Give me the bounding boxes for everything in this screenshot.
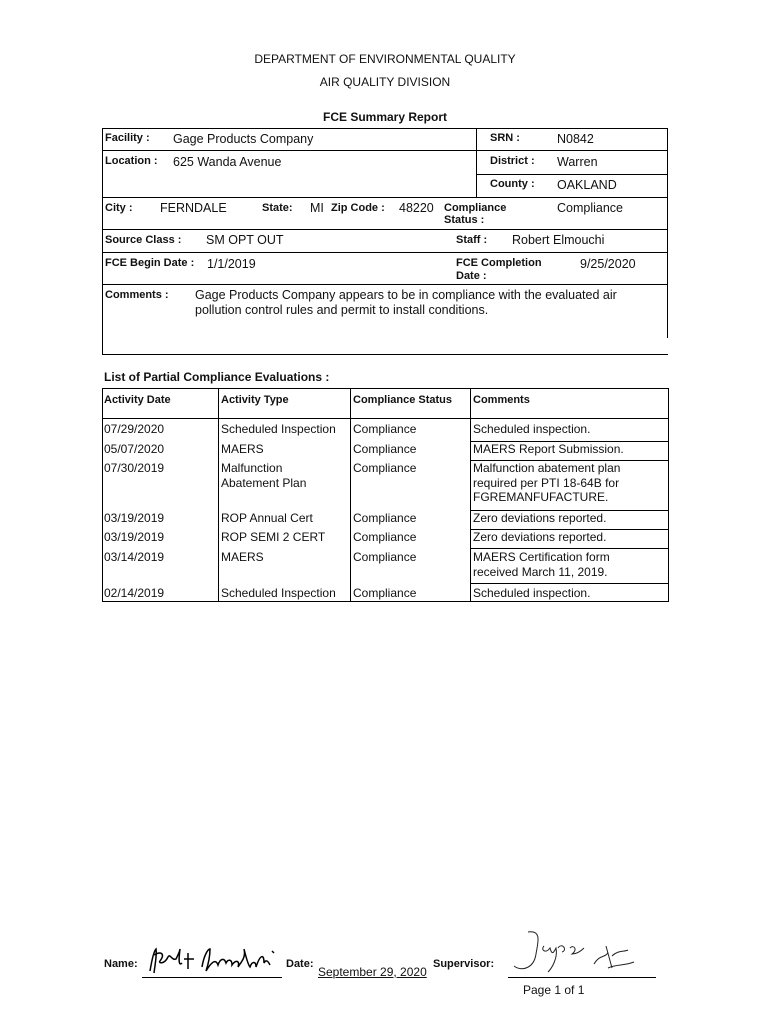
pce-row-date: 03/19/2019 <box>104 530 165 544</box>
fce-completion-label: FCE Completion <box>456 257 542 269</box>
pce-row-date: 03/14/2019 <box>104 550 165 564</box>
facility-box-top <box>102 128 667 129</box>
srn-value: N0842 <box>557 132 594 146</box>
pce-row-comment: MAERS Certification form <box>473 550 610 564</box>
location-value: 625 Wanda Avenue <box>173 155 282 169</box>
district-row-line <box>476 174 667 175</box>
fce-row-line <box>102 284 667 285</box>
facility-box-divider <box>476 128 477 198</box>
pce-row-status: Compliance <box>353 586 417 600</box>
srn-label: SRN : <box>490 132 520 144</box>
compliance-status-value: Compliance <box>557 201 624 215</box>
county-row-line <box>102 197 667 198</box>
pce-row-comment: received March 11, 2019. <box>473 564 608 579</box>
pce-row-status: Compliance <box>353 442 417 456</box>
pce-row-type: Abatement Plan <box>221 475 307 490</box>
facility-box-right <box>667 128 668 338</box>
pce-column-header: Comments <box>473 394 530 406</box>
compliance-status-label-2: Status : <box>444 214 485 226</box>
pce-table-column-line <box>668 388 669 602</box>
pce-table-column-line <box>470 388 471 602</box>
pce-row-comment: Scheduled inspection. <box>473 586 591 600</box>
facility-box-bottom <box>102 354 668 355</box>
source-class-label: Source Class : <box>105 234 182 246</box>
pce-table-top <box>102 388 668 389</box>
pce-row-status: Compliance <box>353 461 417 475</box>
pce-row-status: Compliance <box>353 422 417 436</box>
source-row-line <box>102 252 667 253</box>
comments-line-2: pollution control rules and permit to install conditions. <box>195 303 489 317</box>
fce-completion-value: 9/25/2020 <box>580 257 636 271</box>
location-label: Location : <box>105 155 158 167</box>
pce-row-comment: Zero deviations reported. <box>473 530 607 544</box>
city-value: FERNDALE <box>160 201 227 215</box>
staff-label: Staff : <box>456 234 488 246</box>
compliance-status-label: Compliance <box>444 202 507 214</box>
staff-value: Robert Elmouchi <box>512 233 605 247</box>
pce-row-comment: MAERS Report Submission. <box>473 442 624 456</box>
fce-begin-label: FCE Begin Date : <box>105 257 195 269</box>
department-heading: DEPARTMENT OF ENVIRONMENTAL QUALITY <box>254 52 516 66</box>
date-label: Date: <box>286 958 314 970</box>
facility-box-left <box>102 128 103 355</box>
source-class-value: SM OPT OUT <box>206 233 284 247</box>
state-label: State: <box>262 202 293 214</box>
date-value: September 29, 2020 <box>318 965 427 979</box>
fce-begin-value: 1/1/2019 <box>207 257 256 271</box>
comments-label: Comments : <box>105 289 169 301</box>
pce-row-comment-underline <box>471 583 668 584</box>
pce-column-header: Activity Type <box>221 394 289 406</box>
pce-table-column-line <box>218 388 219 602</box>
pce-row-type: ROP Annual Cert <box>221 511 313 525</box>
page-number: Page 1 of 1 <box>523 983 585 997</box>
pce-table-column-line <box>102 388 103 602</box>
pce-row-status: Compliance <box>353 511 417 525</box>
supervisor-signature-image <box>508 928 648 978</box>
signature-image <box>146 945 282 977</box>
pce-row-comment: required per PTI 18-64B for <box>473 475 620 490</box>
county-value: OAKLAND <box>557 178 617 192</box>
pce-row-type: Scheduled Inspection <box>221 422 336 436</box>
zip-value: 48220 <box>399 201 434 215</box>
pce-row-date: 07/30/2019 <box>104 461 165 475</box>
district-label: District : <box>490 155 535 167</box>
pce-row-type: MAERS <box>221 442 264 456</box>
pce-row-date: 07/29/2020 <box>104 422 165 436</box>
city-label: City : <box>105 202 133 214</box>
fce-completion-label-2: Date : <box>456 270 487 282</box>
report-title: FCE Summary Report <box>322 110 448 124</box>
city-row-line <box>102 229 667 230</box>
state-value: MI <box>310 201 324 215</box>
pce-row-comment-underline <box>471 548 668 549</box>
facility-value: Gage Products Company <box>173 132 314 146</box>
county-label: County : <box>490 178 535 190</box>
zip-label: Zip Code : <box>331 202 385 214</box>
pce-row-comment: Malfunction abatement plan <box>473 461 621 475</box>
pce-row-type: MAERS <box>221 550 264 564</box>
facility-row-line <box>102 150 667 151</box>
name-label: Name: <box>104 958 138 970</box>
comments-line-1: Gage Products Company appears to be in compliance with the evaluated air <box>195 288 617 302</box>
pce-row-comment: Zero deviations reported. <box>473 511 607 525</box>
supervisor-label: Supervisor: <box>433 958 495 970</box>
pce-row-comment: FGREMANFUFACTURE. <box>473 490 609 504</box>
pce-row-date: 05/07/2020 <box>104 442 165 456</box>
pce-title: List of Partial Compliance Evaluations : <box>104 370 330 384</box>
facility-label: Facility : <box>105 132 150 144</box>
pce-row-date: 03/19/2019 <box>104 511 165 525</box>
pce-row-status: Compliance <box>353 550 417 564</box>
pce-table-header-line <box>102 418 668 419</box>
division-heading: AIR QUALITY DIVISION <box>319 75 451 89</box>
pce-table-column-line <box>350 388 351 602</box>
pce-column-header: Activity Date <box>104 394 171 406</box>
pce-row-comment: Scheduled inspection. <box>473 422 591 436</box>
pce-row-date: 02/14/2019 <box>104 586 165 600</box>
pce-table-bottom <box>102 601 668 602</box>
district-value: Warren <box>557 155 598 169</box>
name-signature-line <box>142 977 282 978</box>
pce-row-type: Malfunction <box>221 461 283 475</box>
pce-row-status: Compliance <box>353 530 417 544</box>
pce-row-type: Scheduled Inspection <box>221 586 336 600</box>
pce-column-header: Compliance Status <box>353 394 453 406</box>
pce-row-type: ROP SEMI 2 CERT <box>221 530 326 544</box>
